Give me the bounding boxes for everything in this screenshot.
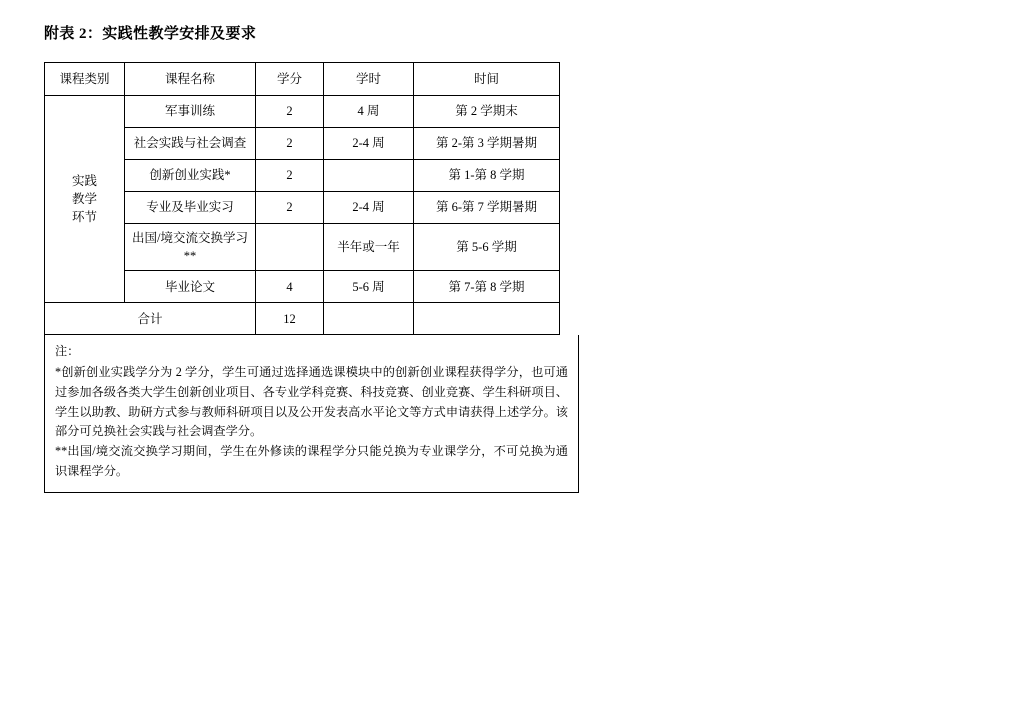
cell-hours: 半年或一年	[324, 224, 414, 271]
category-line-3: 环节	[71, 210, 97, 225]
cell-course-name: 专业及毕业实习	[125, 192, 256, 224]
cell-credit: 2	[256, 128, 324, 160]
cell-time: 第 7-第 8 学期	[414, 271, 560, 303]
cell-credit: 2	[256, 96, 324, 128]
practical-teaching-table-container	[44, 62, 568, 493]
cell-credit	[256, 224, 324, 271]
header-cell-hours: 学时	[324, 63, 414, 96]
notes-heading: 注：	[55, 344, 80, 359]
cell-hours	[324, 160, 414, 192]
note-item-2: **出国/境交流交换学习期间，学生在外修读的课程学分只能兑换为专业课学分，不可兑换为通识课程学分。	[55, 444, 568, 478]
cell-credit: 2	[256, 160, 324, 192]
category-cell	[45, 96, 125, 303]
cell-time: 第 2-第 3 学期暑期	[414, 128, 560, 160]
cell-hours: 2-4 周	[324, 128, 414, 160]
cell-total-label: 合计	[45, 303, 256, 335]
table-header-row	[45, 63, 560, 96]
header-cell-credit: 学分	[256, 63, 324, 96]
cell-course-name: 社会实践与社会调查	[125, 128, 256, 160]
category-line-1: 实践	[71, 173, 97, 188]
cell-time: 第 5-6 学期	[414, 224, 560, 271]
cell-course-name	[125, 224, 256, 271]
cell-hours: 5-6 周	[324, 271, 414, 303]
header-cell-category: 课程类别	[45, 63, 125, 96]
table-row	[45, 96, 560, 128]
cell-course-name: 创新创业实践*	[125, 160, 256, 192]
cell-hours: 2-4 周	[324, 192, 414, 224]
cell-course-name-line2: **	[183, 249, 197, 264]
page-title: 附表 2：实践性教学安排及要求	[44, 26, 257, 42]
cell-credit: 4	[256, 271, 324, 303]
cell-course-name: 军事训练	[125, 96, 256, 128]
cell-total-credit: 12	[256, 303, 324, 335]
cell-course-name-line1: 出国/境交流交换学习	[132, 231, 248, 245]
note-item-1: *创新创业实践学分为 2 学分，学生可通过选择通选课模块中的创新创业课程获得学分，也可通过参加各级各类大学生创新创业项目、各专业学科竞赛、科技竞赛、创业竞赛、学生科研项目、学生以助教、助研方式参与教师科研项目以及公开发表高水平论文等方式申请获得上述学分。该部分可兑换社会实践与社会调查学分。	[55, 365, 568, 439]
cell-time: 第 6-第 7 学期暑期	[414, 192, 560, 224]
cell-hours: 4 周	[324, 96, 414, 128]
category-line-2: 教学	[71, 192, 97, 207]
cell-course-name: 毕业论文	[125, 271, 256, 303]
cell-credit: 2	[256, 192, 324, 224]
notes-block	[44, 335, 579, 492]
practical-teaching-table	[44, 62, 560, 335]
table-total-row	[45, 303, 560, 335]
cell-total-hours	[324, 303, 414, 335]
header-cell-course-name: 课程名称	[125, 63, 256, 96]
cell-total-time	[414, 303, 560, 335]
cell-time: 第 1-第 8 学期	[414, 160, 560, 192]
cell-time: 第 2 学期末	[414, 96, 560, 128]
header-cell-time: 时间	[414, 63, 560, 96]
